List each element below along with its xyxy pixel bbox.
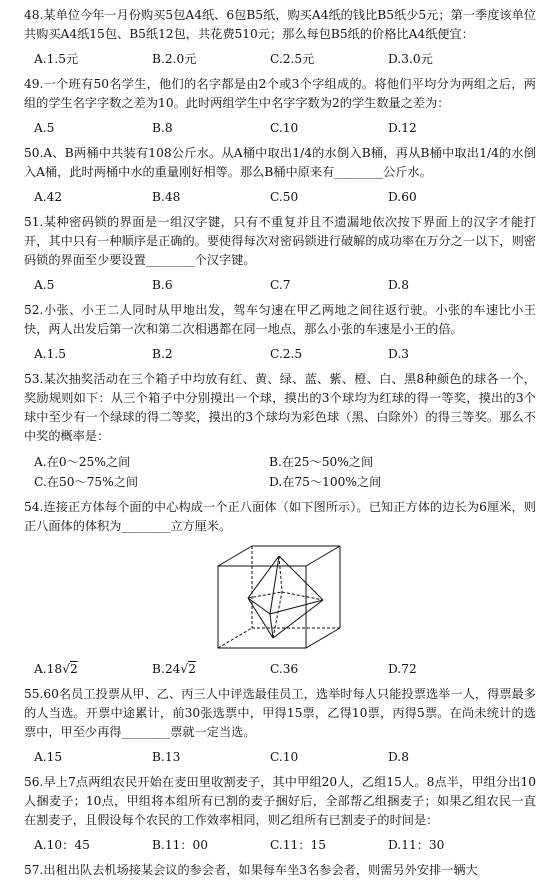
question-50-stem: 50.A、B两桶中共装有108公斤水。从A桶中取出1/4的水倒入B桶，再从B桶中取出1/4的水倒入A桶，此时两桶中水的重量刚好相等。那么B桶中原来有________公斤水。 [24,146,536,179]
question-57-stem: 57.出租出队去机场接某会议的参会者，如果每车坐3名参会者，则需另外安排一辆大 [24,863,478,877]
option-a: A.1.5 [34,347,67,361]
option-a: A.在0～25%之间 [34,455,131,469]
question-51-stem: 51.某种密码锁的界面是一组汉字键，只有不重复并且不遗漏地依次按下界面上的汉字才能打开，其中只有一种顺序是正确的。要使得每次对密码锁进行破解的成功率在万分之一以下，则密码锁的界面至少要设置________个汉字键。 [24,215,536,267]
option-d: D.在75～100%之间 [269,475,382,489]
question-54-stem: 54.连接正方体每个面的中心构成一个正八面体（如下图所示）。已知正方体的边长为6厘米，则正八面体的体积为________立方厘米。 [24,500,536,533]
question-55-options [34,748,536,767]
option-c: C.11：15 [270,838,326,852]
option-b: B.8 [152,121,173,135]
question-51-options [34,276,536,295]
option-a: A.42 [34,190,63,204]
option-c: C.10 [270,750,299,764]
question-50-options [34,188,536,207]
question-49-options [34,119,536,138]
option-d: D.8 [388,750,409,764]
cube-octahedron-figure [212,542,347,652]
question-55-stem: 55.60名员工投票从甲、乙、丙三人中评选最佳员工，选举时每人只能投票选举一人，得票最多的人当选。开票中途累计，前30张选票中，甲得15票，乙得10票，丙得5票。在尚未统计的选票中，甲至少再得________票就一定当选。 [24,687,536,739]
question-49-stem: 49.一个班有50名学生，他们的名字都是由2个或3个字组成的。将他们平均分为两组之后，两组的学生名字字数之差为10。此时两组学生中名字字数为2的学生数量之差为： [24,77,536,110]
option-b: B.13 [152,750,181,764]
option-c: C.50 [270,190,299,204]
option-d: D.11：30 [388,838,445,852]
option-c: C.36 [270,662,299,676]
option-a: A.5 [34,121,55,135]
question-56-stem: 56.早上7点两组农民开始在麦田里收割麦子，其中甲组20人，乙组15人。8点半，甲组分出10人捆麦子；10点，甲组将本组所有已割的麦子捆好后，全部帮乙组捆麦子；如果乙组农民一直在割麦子，且假设每个农民的工作效率相同，则乙组所有已割麦子的时间是： [24,775,536,827]
option-b: B.2.0元 [152,52,197,66]
option-c: C.2.5 [270,347,303,361]
option-b: B.2 [152,347,173,361]
option-d: D.3.0元 [388,52,433,66]
option-a: A.10：45 [34,838,90,852]
option-b: B.在25～50%之间 [269,455,374,469]
option-a: A.15 [34,750,63,764]
option-b: B.24√2 [152,662,196,676]
option-a: A.1.5元 [34,52,79,66]
question-56-options [34,836,536,855]
option-c: C.7 [270,278,291,292]
question-52-stem: 52.小张、小王二人同时从甲地出发，驾车匀速在甲乙两地之间往返行驶。小张的车速比小王快，两人出发后第一次和第二次相遇都在同一地点，那么小张的车速是小王的倍。 [24,303,536,336]
option-a: A.5 [34,278,55,292]
question-53-options [34,452,536,492]
option-d: D.12 [388,121,417,135]
option-b: B.11：00 [152,838,209,852]
octahedron [248,556,323,638]
question-48-stem: 48.某单位今年一月份购买5包A4纸、6包B5纸，购买A4纸的钱比B5纸少5元；第一季度该单位共购买A4纸15包、B5纸12包，共花费510元；那么每包B5纸的价格比A4纸便宜： [24,8,536,41]
question-52-options [34,345,536,364]
option-d: D.60 [388,190,417,204]
question-54-options [34,660,536,679]
question-53-stem: 53.某次抽奖活动在三个箱子中均放有红、黄、绿、蓝、紫、橙、白、黑8种颜色的球各一个，奖励规则如下：从三个箱子中分别摸出一个球，摸出的3个球均为红球的得一等奖，摸出的3个球中至少有一个绿球的得二等奖，摸出的3个球均为彩色球（黑、白除外）的得三等奖。那么不中奖的概率是： [24,372,536,443]
option-a: A.18√2 [34,662,78,676]
option-d: D.3 [388,347,409,361]
option-d: D.72 [388,662,417,676]
option-c: C.在50～75%之间 [34,475,139,489]
option-c: C.10 [270,121,299,135]
option-b: B.48 [152,190,181,204]
option-d: D.8 [388,278,409,292]
option-c: C.2.5元 [270,52,315,66]
question-48-options [34,50,536,69]
option-b: B.6 [152,278,173,292]
